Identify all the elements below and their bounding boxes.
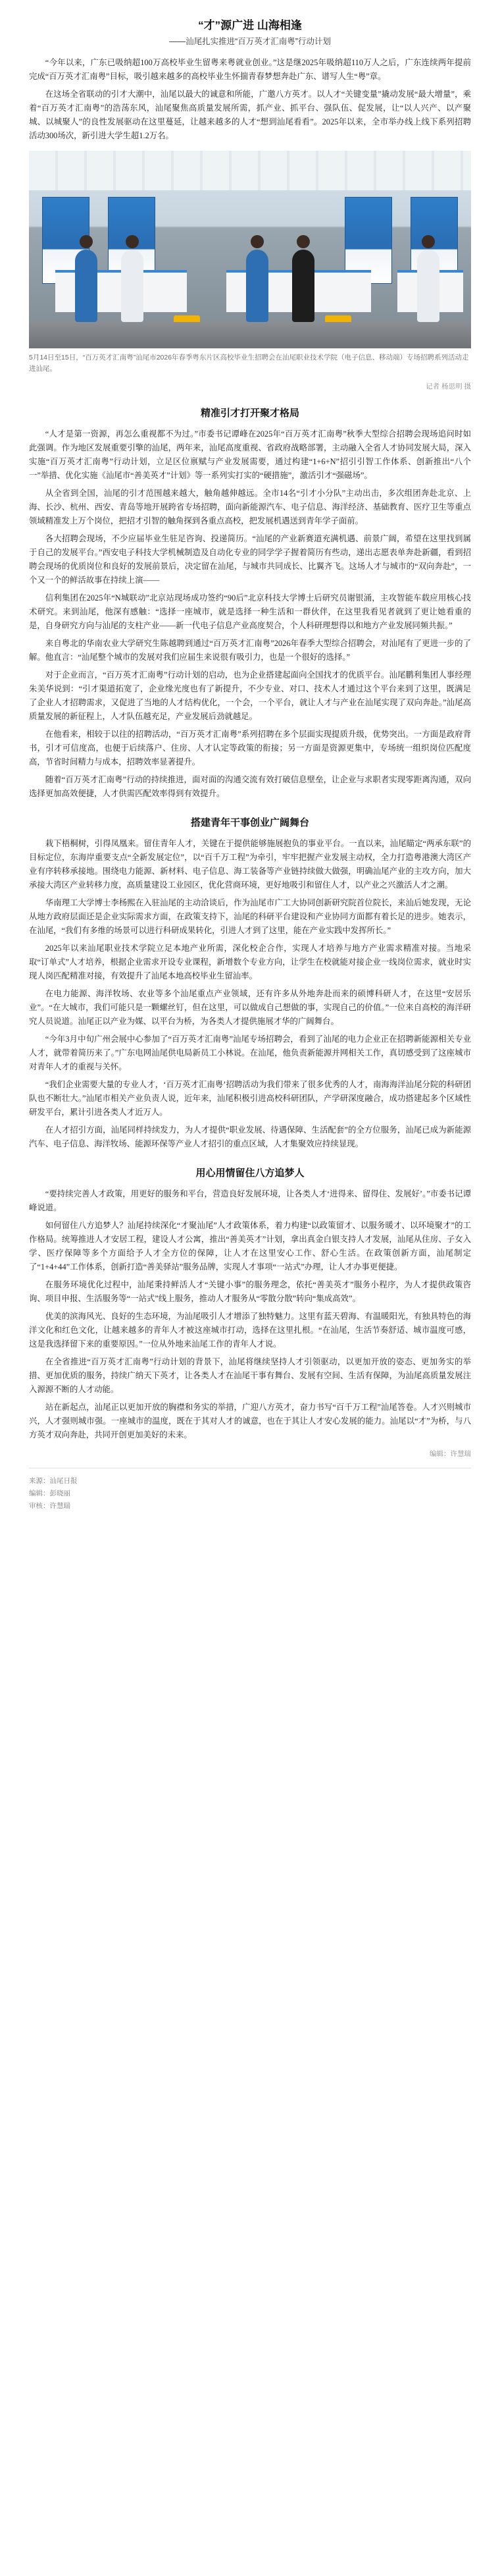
footer-reviewer: 审核：许慧瑞: [29, 1502, 70, 1510]
section-title: 搭建青年干事创业广阔舞台: [190, 817, 309, 828]
footer-editor: 编辑：彭晓丽: [29, 1489, 70, 1497]
section2-paragraph: 栽下梧桐树，引得凤凰来。留住青年人才，关键在于提供能够施展抱负的事业平台。一直以来，汕尾瞄定“两承东联”的目标定位，东海岸重要支点“全新发展定位”，以“百千万工程”为牵引，牢牢把握产业发展主动权，全力打造粤港澳大湾区产业有序转移承接地。围绕电力能源、新材料、电子信息、海工装备等产业链持续做大做强，明确汕尾产业的主攻方向，加大承接大湾区产业转移力度，高质量建设工业园区，优化营商环境，更好地吸引和留住人才，以产业之兴激活人才之潮。: [29, 839, 471, 890]
section1-paragraph: 随着“百万英才汇南粤”行动的持续推进，面对面的沟通交流有效打破信息壁垒，让企业与求职者实现零距离沟通，双向选择更加高效便捷，人才供需匹配效率得到有效提升。: [29, 775, 471, 798]
recruitment-fair-photo: [29, 151, 471, 348]
section1-paragraph: 来自粤北的华南农业大学研究生陈越聘到通过“百万英才汇南粤”2026年春季大型综合招聘会，对汕尾有了更进一步的了解。他直言：“汕尾整个城市的发展对我们应届生来说很有吸引力，也是一个很好的选择。”: [29, 639, 471, 662]
section3-paragraph: 站在新起点，汕尾正以更加开放的胸襟和务实的举措，广迎八方英才，奋力书写“百千万工程”汕尾答卷。人才兴则城市兴，人才强则城市强。一座城市的温度，既在于其对人才的诚意，也在于其让人才安心发展的能力。汕尾以“才”为桥，与八方英才双向奔赴，共同开创更加美好的未来。: [29, 1403, 471, 1439]
section3-paragraph: 在全省推进“百万英才汇南粤”行动计划的背景下，汕尾将继续坚持人才引领驱动，以更加开放的姿态、更加务实的举措、更加优质的服务，持续广纳天下英才，让各类人才在汕尾干事有舞台、发展有空间、生活有保障，为汕尾高质量发展注入源源不断的人才动能。: [29, 1357, 471, 1394]
photo-caption: 5月14日至15日，“百万英才汇南粤”汕尾市2026年春季粤东片区高校毕业生招聘会在汕尾职业技术学院（电子信息、移动端）专场招聘系列活动走进汕尾。: [29, 354, 469, 373]
article-title: “才”源广进 山海相逢: [198, 19, 302, 32]
section3-paragraph: 在服务环境优化过程中，汕尾秉持鲜活人才“关键小事”的服务理念，依托“善美英才”服务小程序，为人才提供政策咨询、项目申报、生活服务等“一站式”线上服务，推动人才服务从“零散分散”转向“集成高效”。: [29, 1280, 471, 1303]
section2-paragraph: 在人才招引方面，汕尾同样持续发力，为人才提供“职业发展、待遇保障、生活配套”的全方位服务，汕尾已成为新能源汽车、电子信息、海洋牧场、能源环保等产业人才招引的重点区域，人才集聚效应持续显现。: [29, 1125, 471, 1148]
section2-paragraph: “今年3月中旬广州会展中心参加了“百万英才汇南粤”汕尾专场招聘会，看到了汕尾的电力企业正在招聘新能源相关专业人才，就带着简历来了。”广东电网汕尾供电局新员工小林说。在汕尾，他负责新能源并网相关工作，真切感受到了这座城市对青年人才的重视与关怀。: [29, 1034, 471, 1071]
section3-paragraph: 优美的滨海风光、良好的生态环境，为汕尾吸引人才增添了独特魅力。这里有蓝天碧海、有温暖阳光，有独具特色的海洋文化和红色文化，让越来越多的青年人才被这座城市打动，选择在这里扎根。“在汕尾，生活节奏舒适、城市温度可感，这是我选择留下来的重要原因。”一位从外地来汕尾工作的青年人才说。: [29, 1312, 471, 1349]
article-editor: 编辑：许慧瑞: [430, 1450, 471, 1458]
section2-paragraph: 2025年以来汕尾职业技术学院立足本地产业所需，深化校企合作，实现人才培养与地方产业需求精准对接。当地采取“订单式”人才培养，根据企业需求开设专业课程，新增数个专业方向，让学生在校就能对接企业一线岗位需求，就业时实现人岗匹配精准对接，有效提升了汕尾本地高校毕业生留汕率。: [29, 944, 471, 980]
section1-paragraph: 在他看来，相较于以往的招聘活动，“百万英才汇南粤”系列招聘在多个层面实现提质升级，优势突出。一方面是政府背书，引才可信度高，也便于后续落户、住房、人才认定等政策的衔接；另一方面是资源更集中，专场统一组织岗位匹配度高，节省时间精力与成本，招聘效率显著提升。: [29, 730, 471, 766]
section2-paragraph: 华南理工大学博士李杨熙在入驻汕尾的主动洽谈后，作为汕尾市广工大协同创新研究院首位院长，来汕后她发现，无论从地方政府层面还是企业实际需求方面，在政策支持下，汕尾的科研平台建设和产业协同方面都有着长足的进步。她表示，在汕尾，“我们有多维的场景可以进行科研成果转化，引进人才到了这里，能在产业实践中发挥所长。”: [29, 898, 471, 935]
section2-paragraph: “我们企业需要大量的专业人才，‘百万英才汇南粤’招聘活动为我们带来了很多优秀的人才，南海海洋汕尾分院的科研团队也不断壮大。”汕尾市相关产业负责人说，近年来，汕尾积极引进高校科研团队，产学研深度融合，成功搭建起多个区域性研发平台，累计引进各类人才近万人。: [29, 1080, 471, 1117]
section1-paragraph: 从全省到全国，汕尾的引才范围越来越大，触角越伸越远。全市14名“引才小分队”主动出击，多次组团奔赴北京、上海、长沙、杭州、西安、青岛等地开展跨省专场招聘，面向新能源汽车、电子信息、海洋经济、基础教育、医疗卫生等重点领域精准发上万个岗位，把招才引智的触角探到各重点高校，把发展机遇送到青年学子面前。: [29, 489, 471, 525]
section1-paragraph: 信利集团在2025年“N城联动”北京站现场成功签约“90后”北京科技大学博士后研究员谢银涌，主攻智能车载应用核心技术研究。来到汕尾，他深有感触：“选择一座城市，就是选择一种生活和一群伙伴，在这里我看见者就到了更让她看重的是，自身研究方向与汕尾的支柱产业——新一代电子信息产业高度契合，个人科研理想得以和地方产业发展同频共振。”: [29, 593, 471, 630]
intro-paragraph: 在这场全省联动的引才大潮中，汕尾以最大的诚意和所能，广邀八方英才。以人才“关键变量”撬动发展“最大增量”，乘着“百万英才汇南粤”的浩荡东风，汕尾聚焦高质量发展所需，抓产业、抓平台、强队伍、促发展，让“以人兴产、以产聚城、以城聚人”的良性发展驱动在这里蔓延，让越来越多的人才“想到汕尾看看”。2025年以来，全市举办线上线下系列招聘活动300场次，新引进大学生超1.2万名。: [29, 90, 471, 140]
section2-paragraph: 在电力能源、海洋牧场、农业等多个汕尾重点产业领域，还有许多从外地奔赴而来的硕博科研人才，在这里“安居乐业”。“在大城市，我们可能只是一颗螺丝钉，但在这里，可以做成自己想做的事，实现自己的价值。”一位来自高校的海洋研究人员说道。汕尾正以产业为媒、以平台为桥，为各类人才提供施展才华的广阔舞台。: [29, 989, 471, 1026]
section-title: 精准引才打开聚才格局: [200, 408, 299, 419]
footer-source: 来源：汕尾日报: [29, 1477, 78, 1485]
section3-paragraph: “要持续完善人才政策，用更好的服务和平台，营造良好发展环境，让各类人才‘进得来、留得住、发展好’。”市委书记谭峰说道。: [29, 1189, 471, 1212]
photo-reporter: 记者 杨思明 摄: [426, 383, 471, 390]
section1-paragraph: “人才是第一资源，再怎么重视都不为过。”市委书记谭峰在2025年“百万英才汇南粤”秋季大型综合招聘会现场追问时如此强调。作为地区发展重要引擎的汕尾，两年来，汕尾高度重视、省政府战略部署，主动融入全省人才协同发展大局，深入实施“百万英才汇南粤”行动计划，立足区位禀赋与产业发展需要，通过构建“1+6+N”招引引智工作体系、创新推出“八个一”举措、优化实施《汕尾市“善美英才”计划》等一系列实打实的“硬措施”，激活引才“强磁场”。: [29, 429, 471, 480]
section1-paragraph: 各大招聘会现场，不少应届毕业生驻足咨询、投递简历。“汕尾的产业新赛道充满机遇、前景广阔，希望在这里找到属于自己的发展平台。”西安电子科技大学机械制造及自动化专业的同学学子握着简历有些动，递出志愿表单奔赴新疆，看到招聘会现场的优质岗位和良好的发展前景后，决定留在汕尾，与城市共同成长、比翼齐飞。这场人才与城市的“双向奔赴”，一个又一个的鲜活故事在持续上演——: [29, 534, 471, 585]
section-title: 用心用情留住八方追梦人: [195, 1167, 305, 1179]
section1-paragraph: 对于企业而言，“百万英才汇南粤”行动计划的启动，也为企业搭建起面向全国找才的优质平台。汕尾鹏利集团人事经理朱美华说到：“引才渠道拓宽了，企业缘光度也有了新提升，不少专业、对口、技术人才通过这个平台来到了这里，既满足了企业人才招聘需求，又促进了当地的人才结构优化，一个会，一个平台，就让人才与产业在汕尾实现了双向奔赴。”汕尾高质量发展的新征程上，人才队伍越充足，产业发展后劲就越足。: [29, 670, 471, 721]
section3-paragraph: 如何留住八方追梦人？汕尾持续深化“才聚汕尾”人才政策体系，着力构建“以政策留才、以服务暖才、以环境聚才”的工作格局。统筹推进人才安居工程，建设人才公寓，推出“善美英才”计划，拿出真金白银支持人才发展，汕尾从住房、子女入学、医疗保障等多个方面给予人才全方位的保障，让人才在这里安心工作、舒心生活。在政策创新方面，汕尾制定了“1+4+44”工作体系，创新打造“善美驿站”服务品牌，实现人才事项“一站式”办理，让人才办事更便捷。: [29, 1221, 471, 1272]
intro-paragraph: “今年以来，广东已吸纳超100万高校毕业生留粤来粤就业创业。”这是继2025年吸纳超110万人之后，广东连续两年提前完成“百万英才汇南粤”目标，吸引越来越多的高校毕业生怀揣青春梦想奔赴广东、谱写人生“粤”章。: [29, 58, 471, 81]
article-subtitle: ——汕尾扎实推进“百万英才汇南粤”行动计划: [169, 37, 331, 46]
